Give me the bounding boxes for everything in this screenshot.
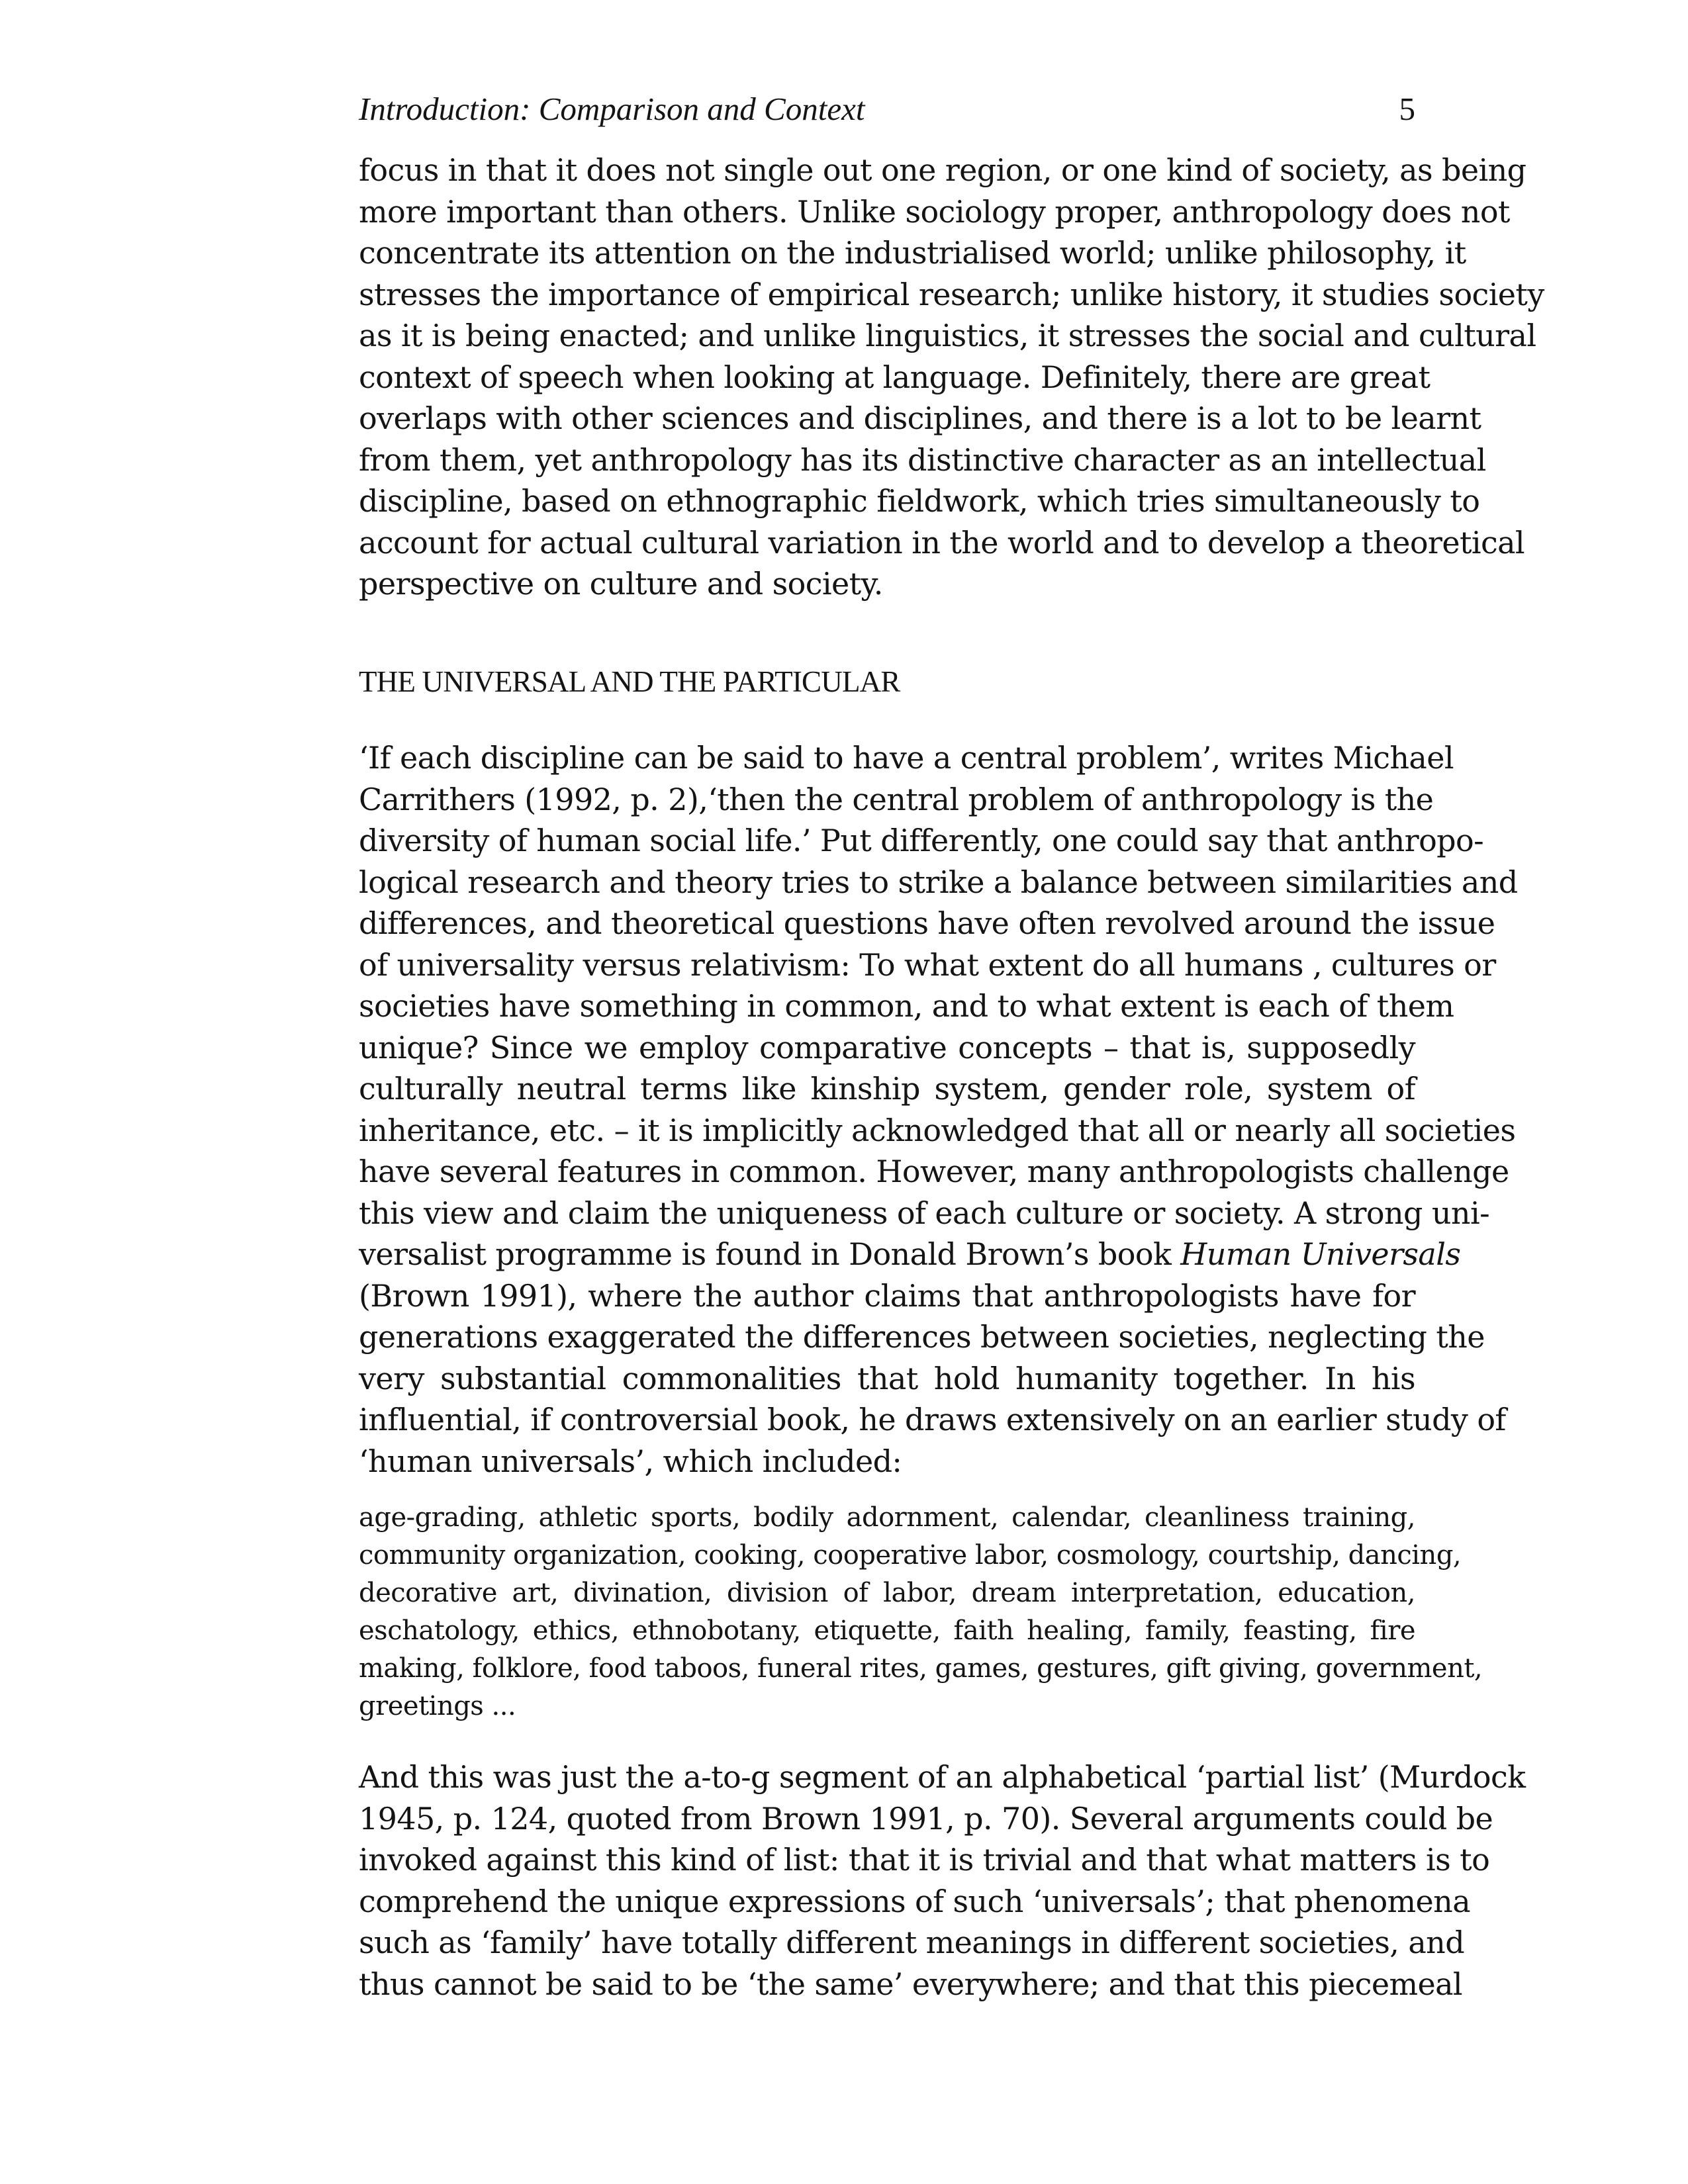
text-line: concentrate its attention on the industrialised world; unlike philosophy, it xyxy=(359,235,1466,271)
section-heading: THE UNIVERSAL AND THE PARTICULAR xyxy=(359,665,900,698)
text-line: perspective on culture and society. xyxy=(359,566,883,602)
quote-line: making, folklore, food taboos, funeral rites, games, gestures, gift giving, government, xyxy=(359,1653,1483,1684)
running-title: Introduction: Comparison and Context xyxy=(359,91,865,127)
text-fragment: versalist programme is found in Donald Brown’s book xyxy=(359,1236,1181,1272)
block-quote xyxy=(359,1499,1483,1725)
text-line: ‘If each discipline can be said to have a central problem’, writes Michael xyxy=(359,740,1454,776)
quote-line: decorative art, divination, division of labor, dream interpretation, education, xyxy=(359,1578,1415,1608)
quote-line: eschatology, ethics, ethnobotany, etiquette, faith healing, family, feasting, fire xyxy=(359,1615,1415,1646)
book-title: Human Universals xyxy=(1180,1236,1461,1272)
text-line: unique? Since we employ comparative concepts – that is, supposedly xyxy=(359,1029,1415,1066)
text-line: focus in that it does not single out one region, or one kind of society, as being xyxy=(359,152,1526,188)
text-line: societies have something in common, and to what extent is each of them xyxy=(359,988,1454,1024)
quote-line: greetings ... xyxy=(359,1691,516,1721)
page-number: 5 xyxy=(1399,91,1415,127)
paragraph-3 xyxy=(359,1756,1526,2005)
paragraph-2 xyxy=(359,737,1518,1482)
text-line: this view and claim the uniqueness of each culture or society. A strong uni- xyxy=(359,1195,1490,1231)
text-line: differences, and theoretical questions have often revolved around the issue xyxy=(359,905,1495,941)
text-line: account for actual cultural variation in the world and to develop a theoretical xyxy=(359,524,1525,561)
text-line: diversity of human social life.’ Put differently, one could say that anthropo- xyxy=(359,823,1484,858)
quote-line: community organization, cooking, cooperative labor, cosmology, courtship, dancing, xyxy=(359,1540,1462,1570)
text-line: inheritance, etc. – it is implicitly acknowledged that all or nearly all societies xyxy=(359,1112,1516,1148)
text-line-with-title xyxy=(359,1234,1461,1275)
text-line: 1945, p. 124, quoted from Brown 1991, p. 70). Several arguments could be xyxy=(359,1800,1493,1837)
paragraph-1 xyxy=(359,150,1544,605)
text-line: Carrithers (1992, p. 2),‘then the central problem of anthropology is the xyxy=(359,781,1434,817)
text-line: discipline, based on ethnographic fieldwork, which tries simultaneously to xyxy=(359,483,1480,519)
text-line: logical research and theory tries to strike a balance between similarities and xyxy=(359,864,1518,900)
text-line: more important than others. Unlike sociology proper, anthropology does not xyxy=(359,193,1510,230)
text-line: ‘human universals’, which included: xyxy=(359,1443,902,1479)
text-line: generations exaggerated the differences between societies, neglecting the xyxy=(359,1319,1485,1355)
text-line: very substantial commonalities that hold humanity together. In his xyxy=(359,1360,1415,1396)
text-line: context of speech when looking at language. Definitely, there are great xyxy=(359,359,1430,395)
text-line: And this was just the a-to-g segment of an alphabetical ‘partial list’ (Murdock xyxy=(359,1759,1526,1795)
quote-line: age-grading, athletic sports, bodily adornment, calendar, cleanliness training, xyxy=(359,1502,1415,1533)
text-line: influential, if controversial book, he draws extensively on an earlier study of xyxy=(359,1402,1506,1437)
text-line: have several features in common. However, many anthropologists challenge xyxy=(359,1154,1509,1189)
text-line: of universality versus relativism: To what extent do all humans , cultures or xyxy=(359,946,1496,983)
text-line: invoked against this kind of list: that it is trivial and that what matters is to xyxy=(359,1842,1490,1878)
text-line: culturally neutral terms like kinship system, gender role, system of xyxy=(359,1071,1415,1107)
text-line: (Brown 1991), where the author claims that anthropologists have for xyxy=(359,1277,1415,1314)
running-header xyxy=(359,86,1415,132)
text-line: thus cannot be said to be ‘the same’ everywhere; and that this piecemeal xyxy=(359,1966,1463,2002)
text-line: comprehend the unique expressions of such ‘universals’; that phenomena xyxy=(359,1883,1471,1919)
text-line: as it is being enacted; and unlike linguistics, it stresses the social and cultural xyxy=(359,318,1536,353)
text-line: stresses the importance of empirical research; unlike history, it studies society xyxy=(359,276,1544,312)
text-line: such as ‘family’ have totally different meanings in different societies, and xyxy=(359,1925,1465,1960)
text-line: overlaps with other sciences and disciplines, and there is a lot to be learnt xyxy=(359,400,1481,436)
text-line: from them, yet anthropology has its distinctive character as an intellectual xyxy=(359,441,1486,478)
